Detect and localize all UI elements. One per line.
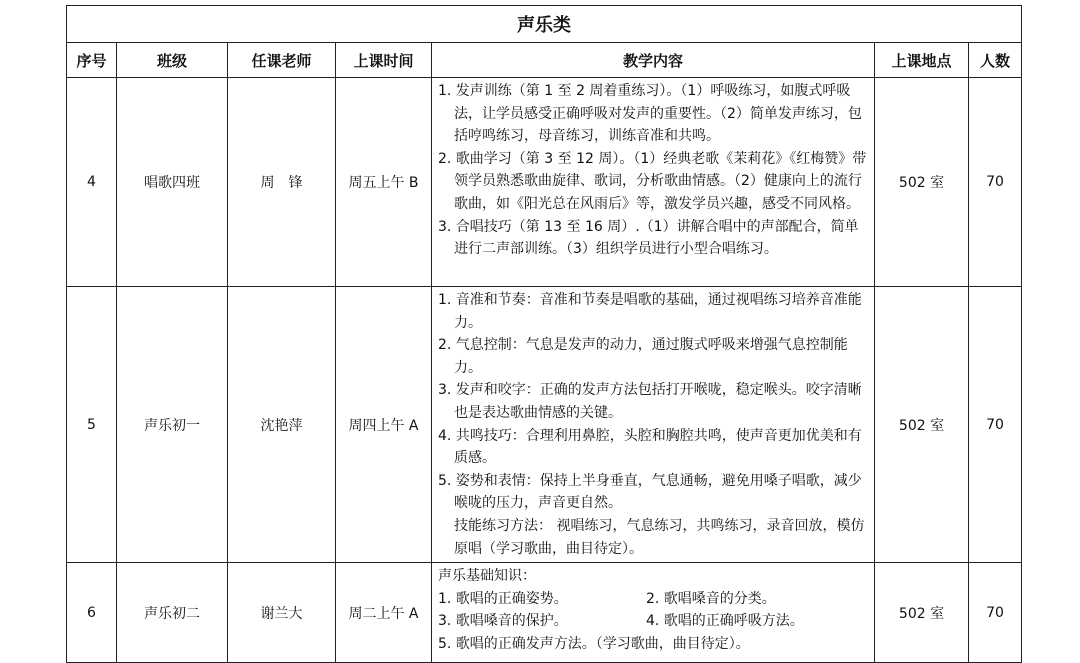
content-item: 4. 歌唱的正确呼吸方法。 <box>646 613 804 630</box>
content-item: 3. 歌唱嗓音的保护。 <box>438 613 568 630</box>
row-no: 5 <box>67 287 117 563</box>
row-location: 502 室 <box>875 563 969 663</box>
row-class: 声乐初二 <box>117 563 228 663</box>
row-count: 70 <box>969 287 1022 563</box>
row-content <box>432 563 875 663</box>
content-item: 3. 发声和咬字：正确的发声方法包括打开喉咙，稳定喉头。咬字清晰也是表达歌曲情感的关键。 <box>438 382 862 421</box>
table-row <box>67 287 1022 563</box>
content-item: 1. 歌唱的正确姿势。 <box>438 590 568 607</box>
row-no: 4 <box>67 78 117 287</box>
row-no: 6 <box>67 563 117 663</box>
row-location: 502 室 <box>875 78 969 287</box>
header-count: 人数 <box>969 43 1022 78</box>
content-item: 5. 歌唱的正确发声方法。（学习歌曲，曲目待定）。 <box>438 635 750 652</box>
row-time: 周五上午 B <box>336 78 432 287</box>
row-count: 70 <box>969 563 1022 663</box>
header-class: 班级 <box>117 43 228 78</box>
content-item: 2. 歌曲学习（第 3 至 12 周）。（1）经典老歌《茉莉花》《红梅赞》带领学员熟悉歌曲旋律、歌词，分析歌曲情感。（2）健康向上的流行歌曲，如《阳光总在风雨后》等，激发学员兴趣，感受不同风格。 <box>438 150 867 212</box>
header-no: 序号 <box>67 43 117 78</box>
row-time: 周四上午 A <box>336 287 432 563</box>
row-teacher: 沈艳萍 <box>228 287 336 563</box>
content-item: 1. 发声训练（第 1 至 2 周着重练习）。（1）呼吸练习，如腹式呼吸法，让学员感受正确呼吸对发声的重要性。（2）简单发声练习，包括哼鸣练习，母音练习，训练音准和共鸣。 <box>438 83 862 145</box>
row-content <box>432 287 875 563</box>
row-location: 502 室 <box>875 287 969 563</box>
course-table <box>66 5 1022 663</box>
row-teacher: 周 锋 <box>228 78 336 287</box>
row-class: 声乐初一 <box>117 287 228 563</box>
header-content: 教学内容 <box>432 43 875 78</box>
content-item: 4. 共鸣技巧：合理利用鼻腔，头腔和胸腔共鸣，使声音更加优美和有质感。 <box>438 427 862 467</box>
content-extra: 技能练习方法： 视唱练习，气息练习，共鸣练习，录音回放，模仿原唱（学习歌曲，曲目待定）。 <box>454 517 865 557</box>
content-item: 3. 合唱技巧（第 13 至 16 周）.（1）讲解合唱中的声部配合，简单进行二声部训练。（3）组织学员进行小型合唱练习。 <box>438 218 859 258</box>
content-pair <box>438 610 868 633</box>
table-row <box>67 78 1022 287</box>
content-item: 5. 姿势和表情：保持上半身垂直，气息通畅，避免用嗓子唱歌，减少喉咙的压力，声音更自然。 <box>438 472 862 512</box>
content-intro: 声乐基础知识： <box>438 568 536 585</box>
content-item: 2. 气息控制：气息是发声的动力，通过腹式呼吸来增强气息控制能力。 <box>438 337 848 376</box>
header-location: 上课地点 <box>875 43 969 78</box>
header-time: 上课时间 <box>336 43 432 78</box>
content-item: 1. 音准和节奏：音准和节奏是唱歌的基础，通过视唱练习培养音准能力。 <box>438 292 862 331</box>
content-pair <box>438 588 868 611</box>
table-title: 声乐类 <box>67 6 1022 43</box>
row-teacher: 谢兰大 <box>228 563 336 663</box>
content-item: 2. 歌唱嗓音的分类。 <box>646 590 776 607</box>
row-class: 唱歌四班 <box>117 78 228 287</box>
row-content <box>432 78 875 287</box>
row-count: 70 <box>969 78 1022 287</box>
header-teacher: 任课老师 <box>228 43 336 78</box>
table-row <box>67 563 1022 663</box>
row-time: 周二上午 A <box>336 563 432 663</box>
